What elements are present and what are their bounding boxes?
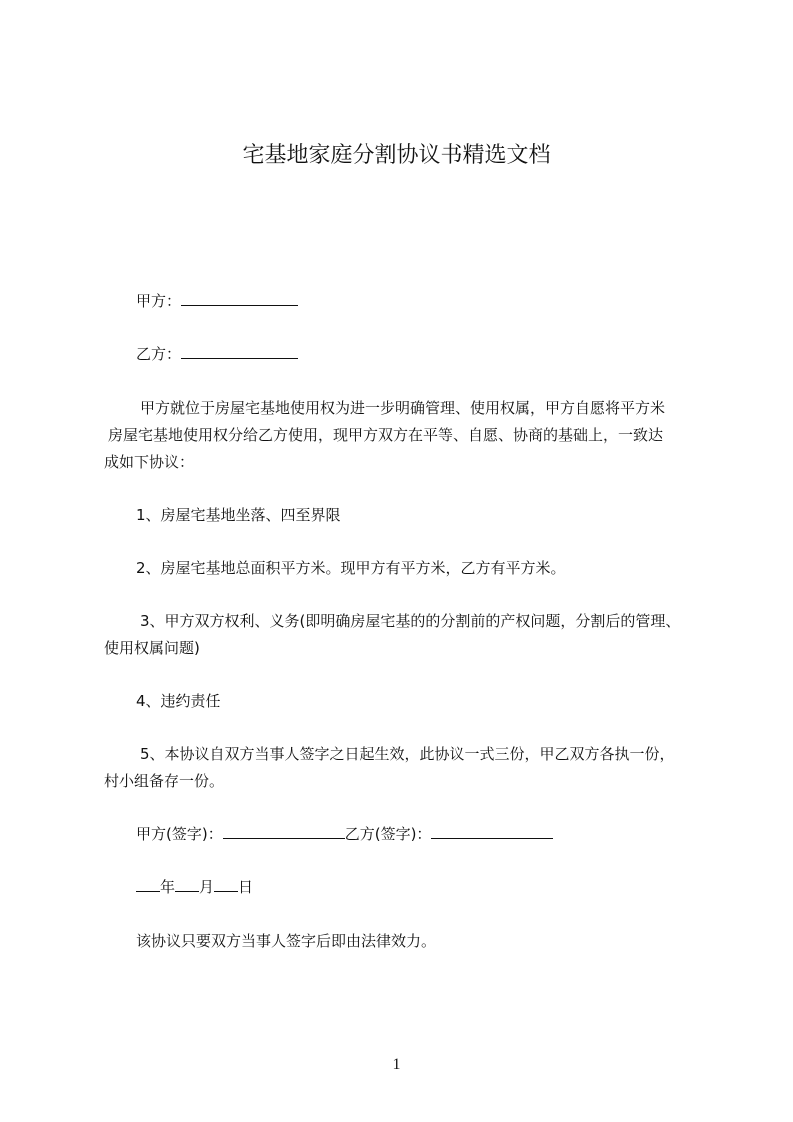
date-line [136,876,253,898]
clause-3-line-2: 使用权属问题) [104,639,200,657]
sign-b-label: 乙方(签字)： [344,825,432,843]
clause-4: 4、违约责任 [136,692,221,710]
sign-a-label: 甲方(签字)： [136,825,223,843]
clause-2: 2、房屋宅基地总面积平方米。现甲方有平方米，乙方有平方米。 [136,559,566,577]
party-b-blank [181,344,298,359]
page-number: 1 [392,1056,401,1073]
day-blank [214,877,238,892]
clause-3-line-1: 3、甲方双方权利、义务(即明确房屋宅基的的分割前的产权问题，分割后的管理、 [140,612,681,630]
month-blank [175,877,199,892]
party-a-line [136,290,298,312]
clause-5-line-1: 5、本协议自双方当事人签字之日起生效，此协议一式三份，甲乙双方各执一份， [140,745,675,763]
legal-note: 该协议只要双方当事人签字后即由法律效力。 [136,932,437,950]
party-a-label: 甲方： [136,292,182,310]
party-a-blank [181,291,298,306]
clause-1: 1、房屋宅基地坐落、四至界限 [136,506,341,524]
party-b-line [136,343,298,365]
intro-line-1: 甲方就位于房屋宅基地使用权为进一步明确管理、使用权属，甲方自愿将平方米 [140,399,666,417]
clause-5-line-2: 村小组备存一份。 [104,772,225,790]
sign-b-blank [431,824,553,839]
day-label: 日 [238,878,254,896]
month-label: 月 [199,878,215,896]
intro-line-3: 成如下协议： [104,453,195,471]
signature-line [136,823,553,845]
sign-a-blank [223,824,345,839]
intro-line-2: 房屋宅基地使用权分给乙方使用，现甲方双方在平等、自愿、协商的基础上，一致达 [108,426,664,444]
year-blank [136,877,160,892]
party-b-label: 乙方： [136,345,182,363]
year-label: 年 [160,878,176,896]
document-title: 宅基地家庭分割协议书精选文档 [242,143,551,168]
